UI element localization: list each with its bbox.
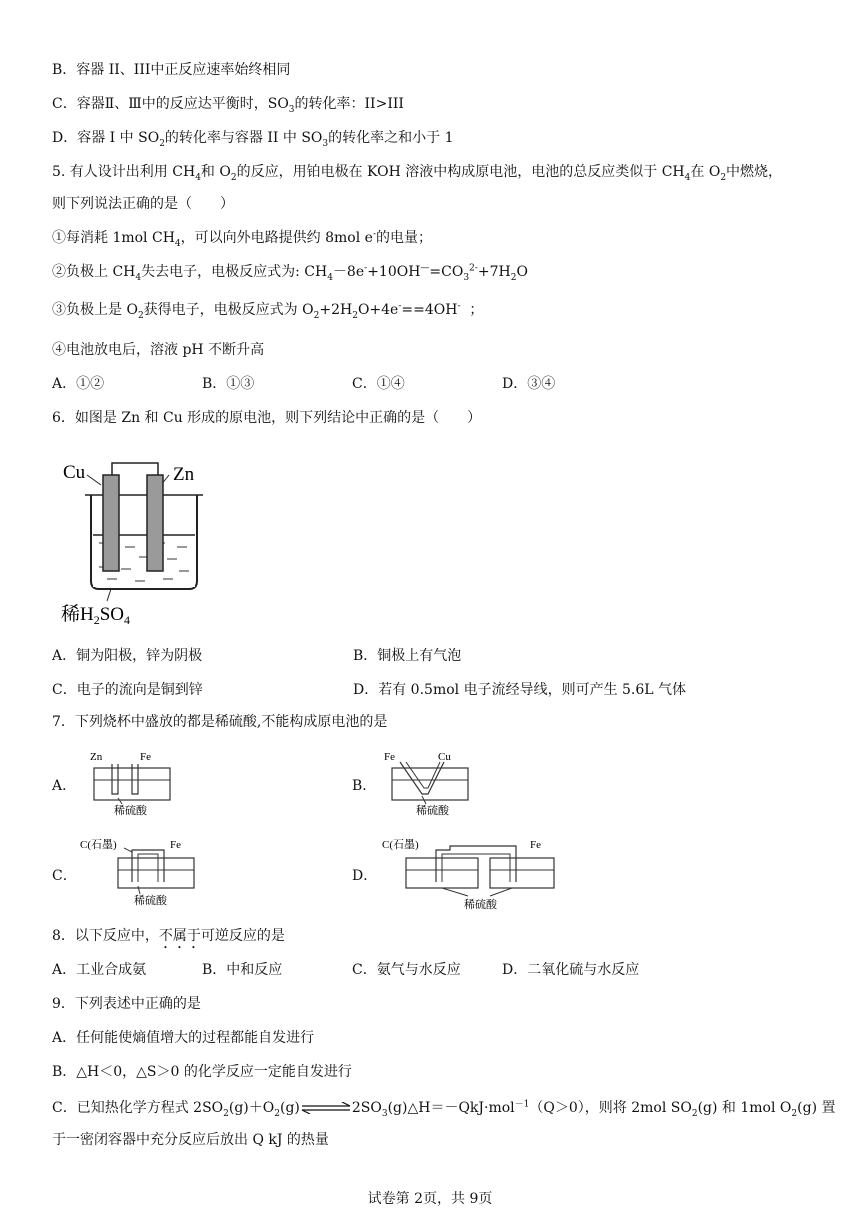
svg-text:Fe: Fe	[170, 839, 181, 851]
q7-label-d: D．	[352, 868, 378, 884]
q9-option-a: A．任何能使熵值增大的过程都能自发进行	[52, 1030, 315, 1046]
q9-option-c-line1: C．已知热化学方程式 $2SO_2(g)+O_2(g)$ $2SO_3(g)\triangle H=-QkJ\cdot mol^{-1}(Q>0)$，则将 2mol $SO_2(g)$ 和 1mol $O_2(g)$ 置	[52, 1099, 836, 1119]
q8-option-b: B．中和反应	[202, 962, 283, 978]
q4-option-b: B．容器 II、III中正反应速率始终相同	[52, 62, 291, 78]
q4-option-c: C．容器Ⅱ、Ⅲ中的反应达平衡时，$SO_3$的转化率：II>III	[52, 96, 404, 115]
q5-option-a: A．①②	[52, 376, 105, 392]
svg-text:C(石墨): C(石墨)	[80, 839, 117, 851]
q7-label-a: A．	[52, 778, 77, 794]
q6-option-c: C．电子的流向是铜到锌	[52, 682, 203, 698]
q7-label-b: B．	[352, 778, 377, 794]
q7-figure-b	[382, 750, 472, 816]
q7-figure-a	[88, 750, 178, 816]
cu-electrode	[103, 475, 119, 571]
q6-cell-figure	[55, 455, 205, 625]
q5-stem-line2: 则下列说法正确的是（ ）	[52, 196, 234, 212]
q7-figure-d	[380, 836, 560, 910]
svg-text:稀硫酸: 稀硫酸	[416, 805, 449, 816]
equilibrium-arrow-icon	[300, 1102, 352, 1114]
q5-item-3: ③负极上是 $O_2$获得电子，电极反应式为 $O_2+2H_2O+4e^-==4OH^-$ ；	[52, 301, 484, 321]
zn-label: Zn	[173, 464, 195, 485]
q9-stem: 9．下列表述中正确的是	[52, 996, 201, 1012]
q7-figure-c	[78, 836, 198, 906]
svg-text:稀硫酸: 稀硫酸	[114, 805, 147, 816]
svg-text:Fe: Fe	[530, 839, 541, 851]
q5-option-c: C．①④	[352, 376, 405, 392]
q7-label-c: C．	[52, 868, 77, 884]
q5-item-2: ②负极上 $CH_4$失去电子，电极反应式为: $CH_4-8e^-+10OH^—=CO_3^{2-}+7H_2O$	[52, 263, 528, 283]
acid-label: 稀$H_2SO_4$	[61, 604, 131, 625]
q8-stem: 8．以下反应中，不属于可逆反应的是	[52, 928, 285, 944]
q5-item-1: ①每消耗 1mol $CH_4$，可以向外电路提供约 8mol e-的电量；	[52, 229, 432, 249]
q5-option-d: D．③④	[502, 376, 556, 392]
page-footer: 试卷第 2页，共 9页	[367, 1191, 493, 1207]
svg-text:稀硫酸: 稀硫酸	[464, 899, 497, 910]
q8-option-c: C．氨气与水反应	[352, 962, 461, 978]
q5-option-b: B．①③	[202, 376, 255, 392]
cu-leader	[87, 475, 101, 485]
q9-option-b: B．△H＜0，△S＞0 的化学反应一定能自发进行	[52, 1064, 352, 1080]
emphasis-not: 不属于	[158, 928, 201, 944]
q8-option-a: A．工业合成氨	[52, 962, 147, 978]
q6-option-b: B．铜极上有气泡	[353, 648, 462, 664]
q6-stem: 6．如图是 Zn 和 Cu 形成的原电池，则下列结论中正确的是（ ）	[52, 410, 482, 426]
svg-text:Zn: Zn	[90, 751, 103, 763]
svg-text:Fe: Fe	[140, 751, 151, 763]
svg-text:Cu: Cu	[438, 751, 451, 763]
q8-option-d: D．二氧化硫与水反应	[502, 962, 640, 978]
svg-text:稀硫酸: 稀硫酸	[134, 895, 167, 906]
svg-text:C(石墨): C(石墨)	[382, 839, 419, 851]
cu-label: Cu	[63, 462, 86, 483]
q7-stem: 7．下列烧杯中盛放的都是稀硫酸,不能构成原电池的是	[52, 714, 388, 730]
svg-text:Fe: Fe	[384, 751, 395, 763]
q6-option-d: D．若有 0.5mol 电子流经导线，则可产生 5.6L 气体	[353, 682, 687, 698]
zn-electrode	[147, 475, 163, 571]
q9-option-c-line2: 于一密闭容器中充分反应后放出 Q kJ 的热量	[52, 1132, 329, 1148]
q6-option-a: A．铜为阳极，锌为阴极	[52, 648, 203, 664]
q4-option-d: D．容器 I 中 $SO_2$的转化率与容器 II 中 $SO_3$的转化率之和小于 1	[52, 130, 454, 149]
q5-item-4: ④电池放电后，溶液 pH 不断升高	[52, 342, 265, 358]
q5-stem-line1: 5. 有人设计出利用 $CH_4$和 $O_2$的反应，用铂电极在 KOH 溶液中构成原电池，电池的总反应类似于 $CH_4$在 $O_2$中燃烧，	[52, 164, 783, 183]
